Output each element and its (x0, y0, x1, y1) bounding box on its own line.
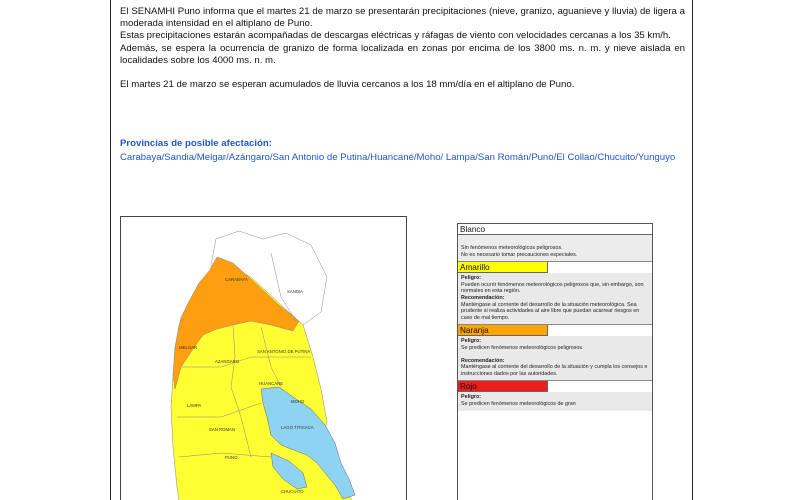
map-label-sandia: SANDIA (287, 289, 303, 294)
map-label-lago-titicaca: LAGO TITICACA (281, 425, 314, 430)
map-label-azangaro: AZANGARO (215, 359, 240, 364)
map-label-carabaya: CARABAYA (225, 277, 248, 282)
paragraph-wind: Estas precipitaciones estarán acompañadas de descargas eléctricas y ráfagas de viento con velocidades cercanas a los 35 km/h. (120, 30, 671, 42)
legend-amarillo-title: Amarillo (458, 262, 548, 273)
legend-naranja-title: Naranja (458, 325, 548, 336)
bulletin-body (120, 6, 685, 91)
map-svg (121, 217, 407, 500)
map-label-huancane: HUANCANE (259, 381, 284, 386)
legend-amarillo-peligro-label: Peligro: (461, 275, 482, 282)
bulletin-frame (110, 0, 693, 500)
puno-warning-map (120, 216, 407, 500)
legend-rojo-peligro-text: Se predicen fenómenos meteorológicos de gran (461, 400, 576, 407)
provinces-heading: Provincias de posible afectación: (120, 138, 272, 149)
legend-blanco-text2: No es necesario tomar precauciones especiales. (461, 251, 578, 258)
paragraph-forecast: El SENAMHI Puno informa que el martes 21 de marzo se presentarán precipitaciones (nieve, granizo, aguanieve y lluvia) de ligera a moderada intensidad en el altiplano de Puno. (120, 6, 685, 30)
paragraph-hail: Además, se espera la ocurrencia de granizo de forma localizada en zonas por encima de los 3800 ms. n. m. y nieve aislada en localidades sobre los 4000 ms. n. m. (120, 42, 685, 66)
provinces-list: Carabaya/Sandia/Melgar/Azángaro/San Antonio de Putina/Huancané/Moho/ Lampa/San Román/Puno/El Collao/Chucuito/Yunguyo (120, 152, 676, 163)
map-label-chucuito: CHUCUITO (281, 489, 304, 494)
warning-legend (457, 223, 653, 500)
map-label-puno: PUNO (225, 455, 238, 460)
legend-amarillo-content (458, 273, 652, 325)
legend-rojo-title: Rojo (458, 381, 548, 392)
map-label-moho: MOHO (291, 399, 305, 404)
legend-blanco-title: Blanco (458, 224, 652, 235)
legend-naranja-peligro-text: Se predicen fenómenos meteorológicos peligrosos. (461, 344, 584, 351)
legend-naranja-reco-label: Recomendación: (461, 357, 505, 364)
legend-naranja-peligro-label: Peligro: (461, 338, 482, 345)
legend-blanco-content (458, 235, 652, 262)
legend-rojo-content (458, 392, 652, 410)
map-label-san-roman: SAN ROMAN (209, 427, 236, 432)
legend-amarillo-reco-text: Manténgase al corriente del desarrollo de la situación meteorológica. Sea prudente si realiza actividades al aire libre que puedan acarrear riesgos en caso de mal tiempo. (461, 301, 640, 321)
legend-naranja-reco-text: Manténgase al corriente del desarrollo de la situación y cumpla los consejos e instrucciones dados por las autoridades. (461, 364, 648, 377)
legend-amarillo-peligro-text: Pueden ocurrir fenómenos meteorológicos peligrosos que, sin embargo, son normales en esta región. (461, 281, 644, 295)
map-label-lampa: LAMPA (187, 403, 202, 408)
map-label-san-antonio: SAN ANTONIO DE PUTINA (257, 349, 311, 354)
paragraph-accumulation: El martes 21 de marzo se esperan acumulados de lluvia cercanos a los 18 mm/día en el altiplano de Puno. (120, 79, 575, 91)
legend-naranja-content (458, 336, 652, 381)
map-label-melgar: MELGAR (179, 345, 198, 350)
legend-rojo-peligro-label: Peligro: (461, 394, 482, 401)
legend-blanco-text1: Sin fenómenos meteorológicos peligrosos. (461, 245, 563, 251)
legend-amarillo-reco-label: Recomendación: (461, 294, 505, 301)
